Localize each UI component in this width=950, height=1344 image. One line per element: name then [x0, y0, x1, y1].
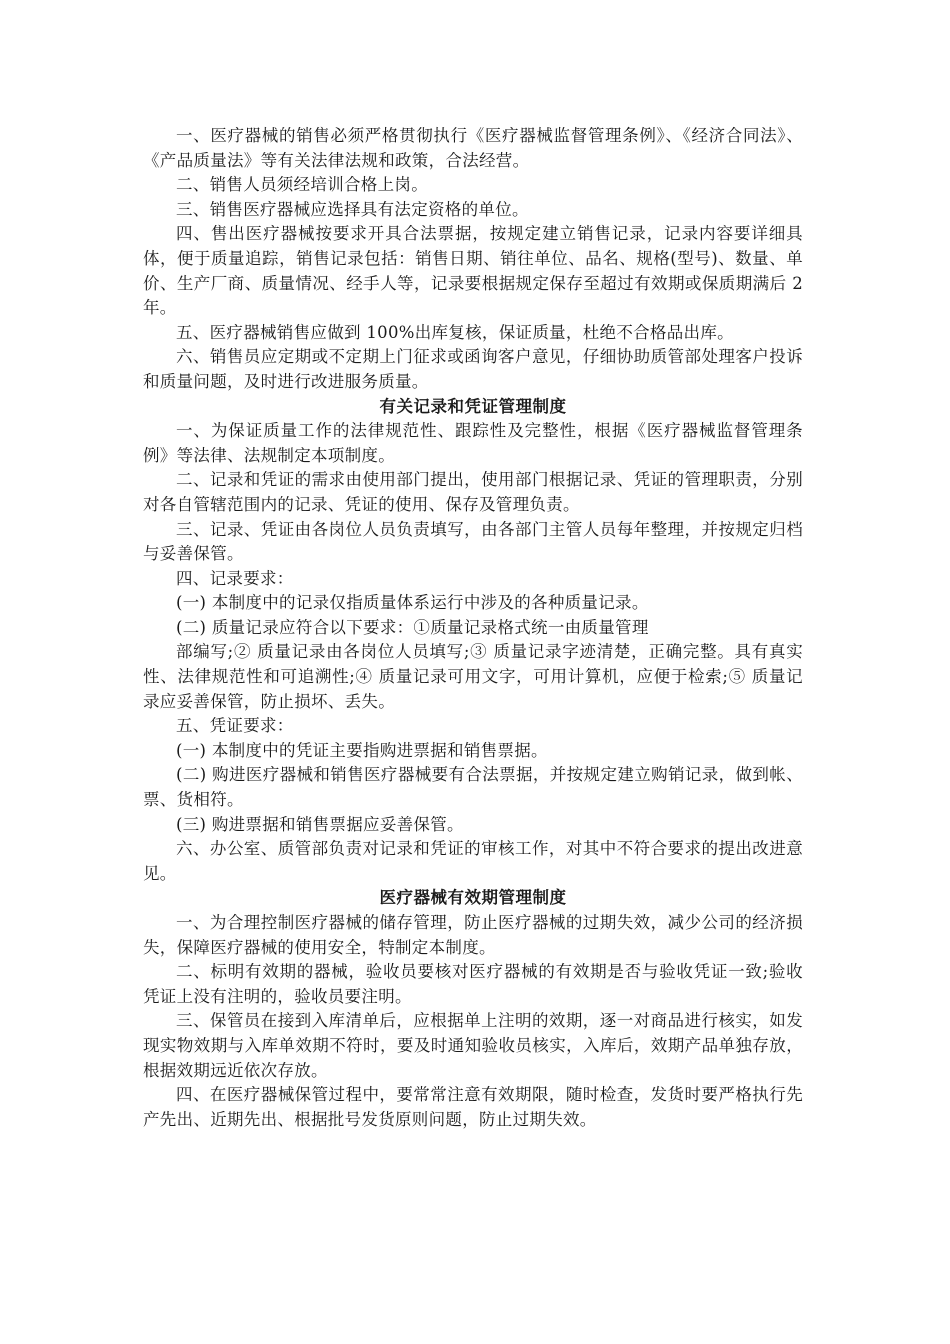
s2-paragraph-9: (一) 本制度中的凭证主要指购进票据和销售票据。 [176, 740, 548, 760]
section-title-records: 有关记录和凭证管理制度 [379, 396, 567, 416]
s2-paragraph-10: (二) 购进医疗器械和销售医疗器械要有合法票据，并按规定建立购销记录，做到帐、票、货相符。 [143, 765, 803, 810]
s3-paragraph-1: 一、为合理控制医疗器械的储存管理，防止医疗器械的过期失效，减少公司的经济损失，保障医疗器械的使用安全，特制定本制度。 [143, 913, 803, 957]
s3-paragraph-4: 四、在医疗器械保管过程中，要常常注意有效期限，随时检查，发货时要严格执行先产先出、近期先出、根据批号发货原则问题，防止过期失效。 [143, 1085, 803, 1129]
s1-paragraph-5: 五、医疗器械销售应做到 100%出库复核，保证质量，杜绝不合格品出库。 [176, 322, 734, 342]
s2-paragraph-11: (三) 购进票据和销售票据应妥善保管。 [176, 814, 464, 834]
s1-paragraph-3: 三、销售医疗器械应选择具有法定资格的单位。 [176, 199, 529, 219]
s3-paragraph-2: 二、标明有效期的器械，验收员要核对医疗器械的有效期是否与验收凭证一致;验收凭证上没有注明的，验收员要注明。 [143, 962, 803, 1006]
s1-paragraph-2: 二、销售人员须经培训合格上岗。 [176, 175, 428, 195]
s2-paragraph-12: 六、办公室、质管部负责对记录和凭证的审核工作，对其中不符合要求的提出改进意见。 [143, 839, 803, 883]
s1-paragraph-4: 四、售出医疗器械按要求开具合法票据，按规定建立销售记录，记录内容要详细具体，便于质量追踪，销售记录包括：销售日期、销往单位、品名、规格(型号)、数量、单价、生产厂商、质量情况、经手人等，记录要根据规定保存至超过有效期或保质期满后 2 年。 [143, 224, 803, 318]
s2-paragraph-5: (一) 本制度中的记录仅指质量体系运行中涉及的各种质量记录。 [176, 593, 649, 613]
document-page [143, 124, 803, 1132]
s2-paragraph-7: 部编写;② 质量记录由各岗位人员填写;③ 质量记录字迹清楚，正确完整。具有真实性、法律规范性和可追溯性;④ 质量记录可用文字，可用计算机，应便于检索;⑤ 质量记录应妥善保管，防止损坏、丢失。 [143, 642, 803, 711]
s2-paragraph-8: 五、凭证要求： [176, 716, 294, 736]
s3-paragraph-3: 三、保管员在接到入库清单后，应根据单上注明的效期，逐一对商品进行核实，如发现实物效期与入库单效期不符时，要及时通知验收员核实，入库后，效期产品单独存放，根据效期远近依次存放。 [143, 1011, 803, 1080]
s2-paragraph-1: 一、为保证质量工作的法律规范性、跟踪性及完整性，根据《医疗器械监督管理条例》等法律、法规制定本项制度。 [143, 421, 803, 465]
s2-paragraph-2: 二、记录和凭证的需求由使用部门提出，使用部门根据记录、凭证的管理职责，分别对各自管辖范围内的记录、凭证的使用、保存及管理负责。 [143, 470, 803, 514]
s1-paragraph-6: 六、销售员应定期或不定期上门征求或函询客户意见，仔细协助质管部处理客户投诉和质量问题，及时进行改进服务质量。 [143, 347, 803, 391]
s2-paragraph-3: 三、记录、凭证由各岗位人员负责填写，由各部门主管人员每年整理，并按规定归档与妥善保管。 [143, 519, 803, 564]
s2-paragraph-6: (二) 质量记录应符合以下要求：①质量记录格式统一由质量管理 [176, 617, 649, 637]
s1-paragraph-1: 一、医疗器械的销售必须严格贯彻执行《医疗器械监督管理条例》、《经济合同法》、《产品质量法》等有关法律法规和政策，合法经营。 [143, 126, 803, 170]
s2-paragraph-4: 四、记录要求： [176, 568, 294, 588]
section-title-expiry: 医疗器械有效期管理制度 [379, 888, 567, 908]
